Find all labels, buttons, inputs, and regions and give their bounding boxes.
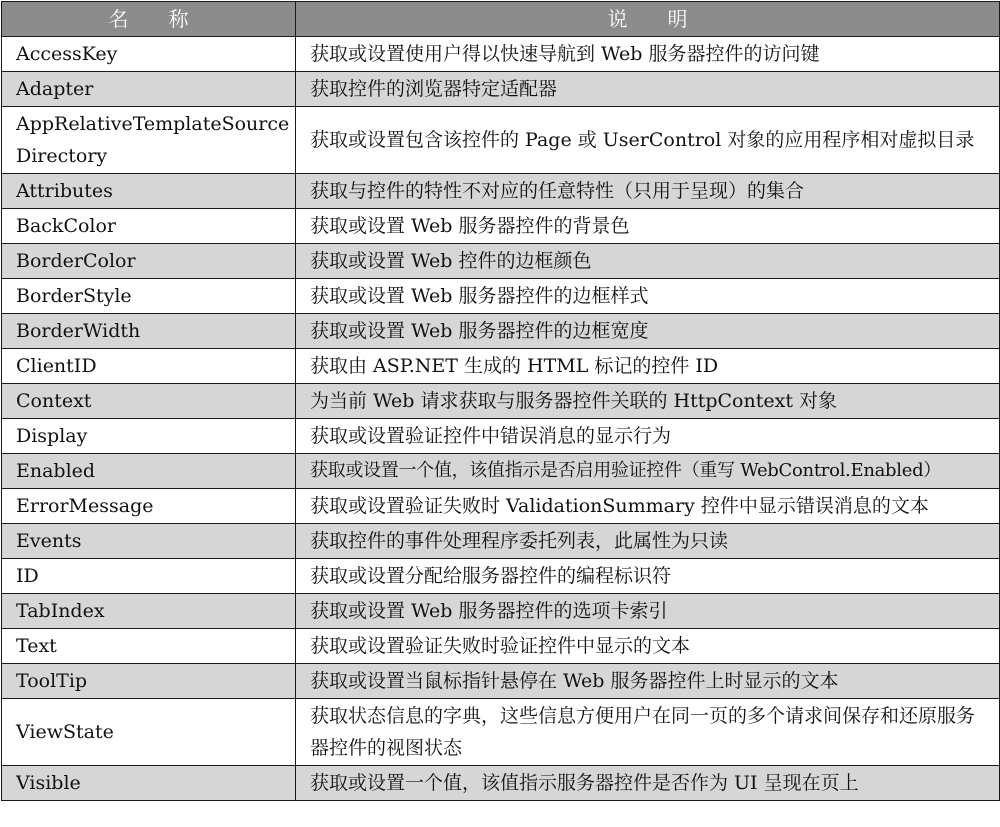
- property-name: ViewState: [2, 699, 296, 766]
- property-description: 获取控件的浏览器特定适配器: [296, 72, 1000, 107]
- property-name: BorderColor: [2, 244, 296, 279]
- property-name: AppRelativeTemplateSource Directory: [2, 107, 296, 174]
- property-name: BackColor: [2, 209, 296, 244]
- property-name: TabIndex: [2, 594, 296, 629]
- property-description: 获取或设置 Web 控件的边框颜色: [296, 244, 1000, 279]
- property-name: Adapter: [2, 72, 296, 107]
- property-name: Attributes: [2, 174, 296, 209]
- property-description: 为当前 Web 请求获取与服务器控件关联的 HttpContext 对象: [296, 384, 1000, 419]
- property-description: 获取由 ASP.NET 生成的 HTML 标记的控件 ID: [296, 349, 1000, 384]
- table-row: [2, 37, 1000, 72]
- property-description: 获取或设置一个值，该值指示是否启用验证控件（重写 WebControl.Enabled）: [296, 454, 1000, 489]
- property-description: 获取状态信息的字典，这些信息方便用户在同一页的多个请求间保存和还原服务器控件的视图状态: [296, 699, 1000, 766]
- table-row: [2, 279, 1000, 314]
- table-row: [2, 559, 1000, 594]
- property-description: 获取或设置 Web 服务器控件的边框宽度: [296, 314, 1000, 349]
- property-name: ToolTip: [2, 664, 296, 699]
- properties-table: [1, 1, 1000, 801]
- table-row: [2, 629, 1000, 664]
- table-row: [2, 209, 1000, 244]
- table-row: [2, 72, 1000, 107]
- table-row: [2, 384, 1000, 419]
- header-description: 说 明: [296, 2, 1000, 37]
- table-row: [2, 664, 1000, 699]
- table-row: [2, 489, 1000, 524]
- property-description: 获取控件的事件处理程序委托列表，此属性为只读: [296, 524, 1000, 559]
- property-description: 获取或设置 Web 服务器控件的边框样式: [296, 279, 1000, 314]
- table-row: [2, 244, 1000, 279]
- property-description: 获取或设置分配给服务器控件的编程标识符: [296, 559, 1000, 594]
- property-description: 获取或设置验证失败时 ValidationSummary 控件中显示错误消息的文本: [296, 489, 1000, 524]
- property-name: Events: [2, 524, 296, 559]
- table-row: [2, 314, 1000, 349]
- property-name: Context: [2, 384, 296, 419]
- property-description: 获取或设置当鼠标指针悬停在 Web 服务器控件上时显示的文本: [296, 664, 1000, 699]
- property-description: 获取或设置验证失败时验证控件中显示的文本: [296, 629, 1000, 664]
- table-row: [2, 349, 1000, 384]
- property-description: 获取或设置包含该控件的 Page 或 UserControl 对象的应用程序相对虚拟目录: [296, 107, 1000, 174]
- table-row: [2, 174, 1000, 209]
- property-name: ClientID: [2, 349, 296, 384]
- table-row: [2, 594, 1000, 629]
- table-row: [2, 766, 1000, 801]
- property-name: BorderStyle: [2, 279, 296, 314]
- property-description: 获取与控件的特性不对应的任意特性（只用于呈现）的集合: [296, 174, 1000, 209]
- property-description: 获取或设置使用户得以快速导航到 Web 服务器控件的访问键: [296, 37, 1000, 72]
- property-name: Visible: [2, 766, 296, 801]
- property-description: 获取或设置 Web 服务器控件的选项卡索引: [296, 594, 1000, 629]
- table-row: [2, 524, 1000, 559]
- property-description: 获取或设置 Web 服务器控件的背景色: [296, 209, 1000, 244]
- property-name: Enabled: [2, 454, 296, 489]
- property-name: Text: [2, 629, 296, 664]
- property-name: Display: [2, 419, 296, 454]
- property-name: AccessKey: [2, 37, 296, 72]
- property-name: ID: [2, 559, 296, 594]
- table-row: [2, 699, 1000, 766]
- property-name: ErrorMessage: [2, 489, 296, 524]
- table-row: [2, 419, 1000, 454]
- table-row: [2, 107, 1000, 174]
- table-row: [2, 454, 1000, 489]
- table-header-row: [2, 2, 1000, 37]
- header-name: 名 称: [2, 2, 296, 37]
- property-description: 获取或设置验证控件中错误消息的显示行为: [296, 419, 1000, 454]
- property-description: 获取或设置一个值，该值指示服务器控件是否作为 UI 呈现在页上: [296, 766, 1000, 801]
- property-name: BorderWidth: [2, 314, 296, 349]
